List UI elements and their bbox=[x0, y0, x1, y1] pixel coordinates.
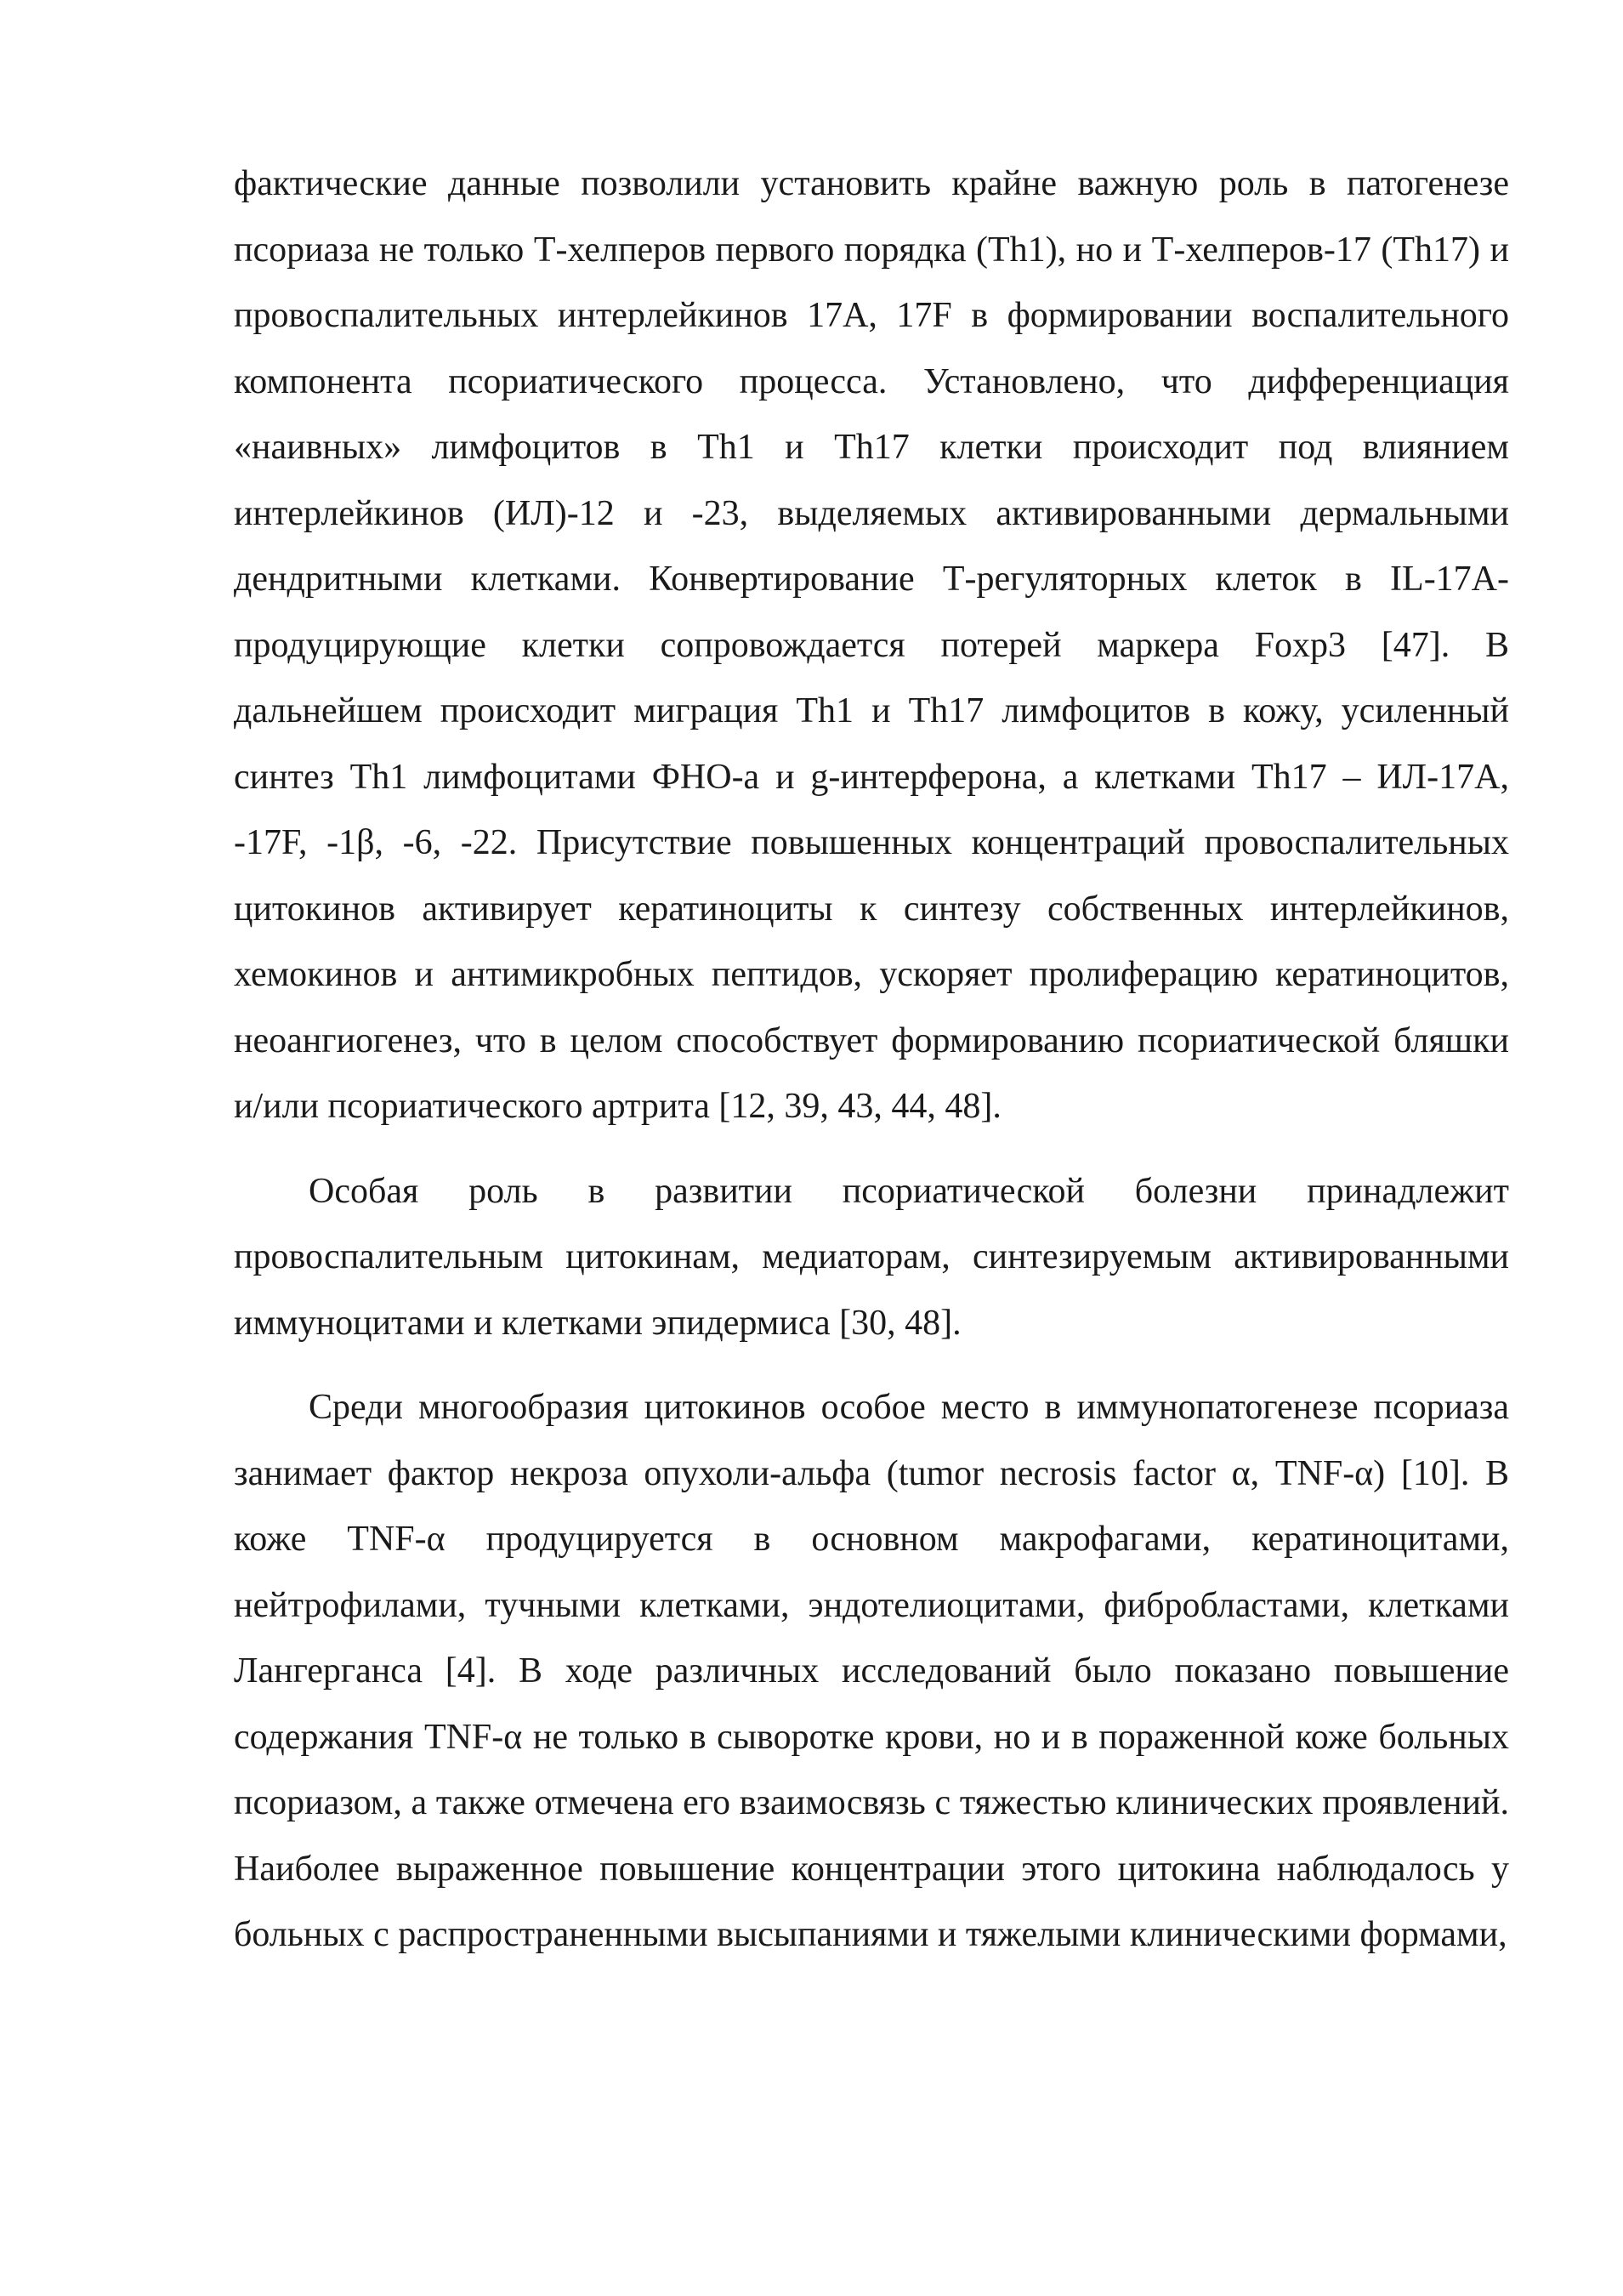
paragraph-3: Среди многообразия цитокинов особое место в иммунопатогенезе псориаза занимает фактор некроза опухоли-альфа (tumor necrosis factor α, TNF-α) [10]. В коже TNF-α продуцируется в основном макрофагами, кератиноцитами, нейтрофилами, тучными клетками, эндотелиоцитами, фибробластами, клетками Лангерганса [4]. В ходе различных исследований было показано повышение содержания TNF-α не только в сыворотке крови, но и в пораженной коже больных псориазом, а также отмечена его взаимосвязь с тяжестью клинических проявлений. Наиболее выраженное повышение концентрации этого цитокина наблюдалось у больных с распространенными высыпаниями и тяжелыми клиническими формами, bbox=[234, 1388, 1509, 1954]
paragraph-2: Особая роль в развитии псориатической болезни принадлежит провоспалительным цитокинам, медиаторам, синтезируемым активированными иммуноцитами и клетками эпидермиса [30, 48]. bbox=[234, 1171, 1509, 1343]
paragraph-1: фактические данные позволили установить крайне важную роль в патогенезе псориаза не только Т-хелперов первого порядка (Th1), но и Т-хелперов-17 (Th17) и провоспалительных интерлейкинов 17A, 17F в формировании воспалительного компонента псориатического процесса. Установлено, что дифференциация «наивных» лимфоцитов в Th1 и Th17 клетки происходит под влиянием интерлейкинов (ИЛ)-12 и -23, выделяемых активированными дермальными дендритными клетками. Конвертирование Т-регуляторных клеток в IL-17A-продуцирующие клетки сопровождается потерей маркера Foxp3 [47]. В дальнейшем происходит миграция Th1 и Th17 лимфоцитов в кожу, усиленный синтез Th1 лимфоцитами ФНО-a и g-интерферона, а клетками Th17 – ИЛ-17A, -17F, -1β, -6, -22. Присутствие повышенных концентраций провоспалительных цитокинов активирует кератиноциты к синтезу собственных интерлейкинов, хемокинов и антимикробных пептидов, ускоряет пролиферацию кератиноцитов, неоангиогенез, что в целом способствует формированию псориатической бляшки и/или псориатического артрита [12, 39, 43, 44, 48]. bbox=[234, 164, 1509, 1126]
body-text bbox=[234, 151, 1509, 1969]
